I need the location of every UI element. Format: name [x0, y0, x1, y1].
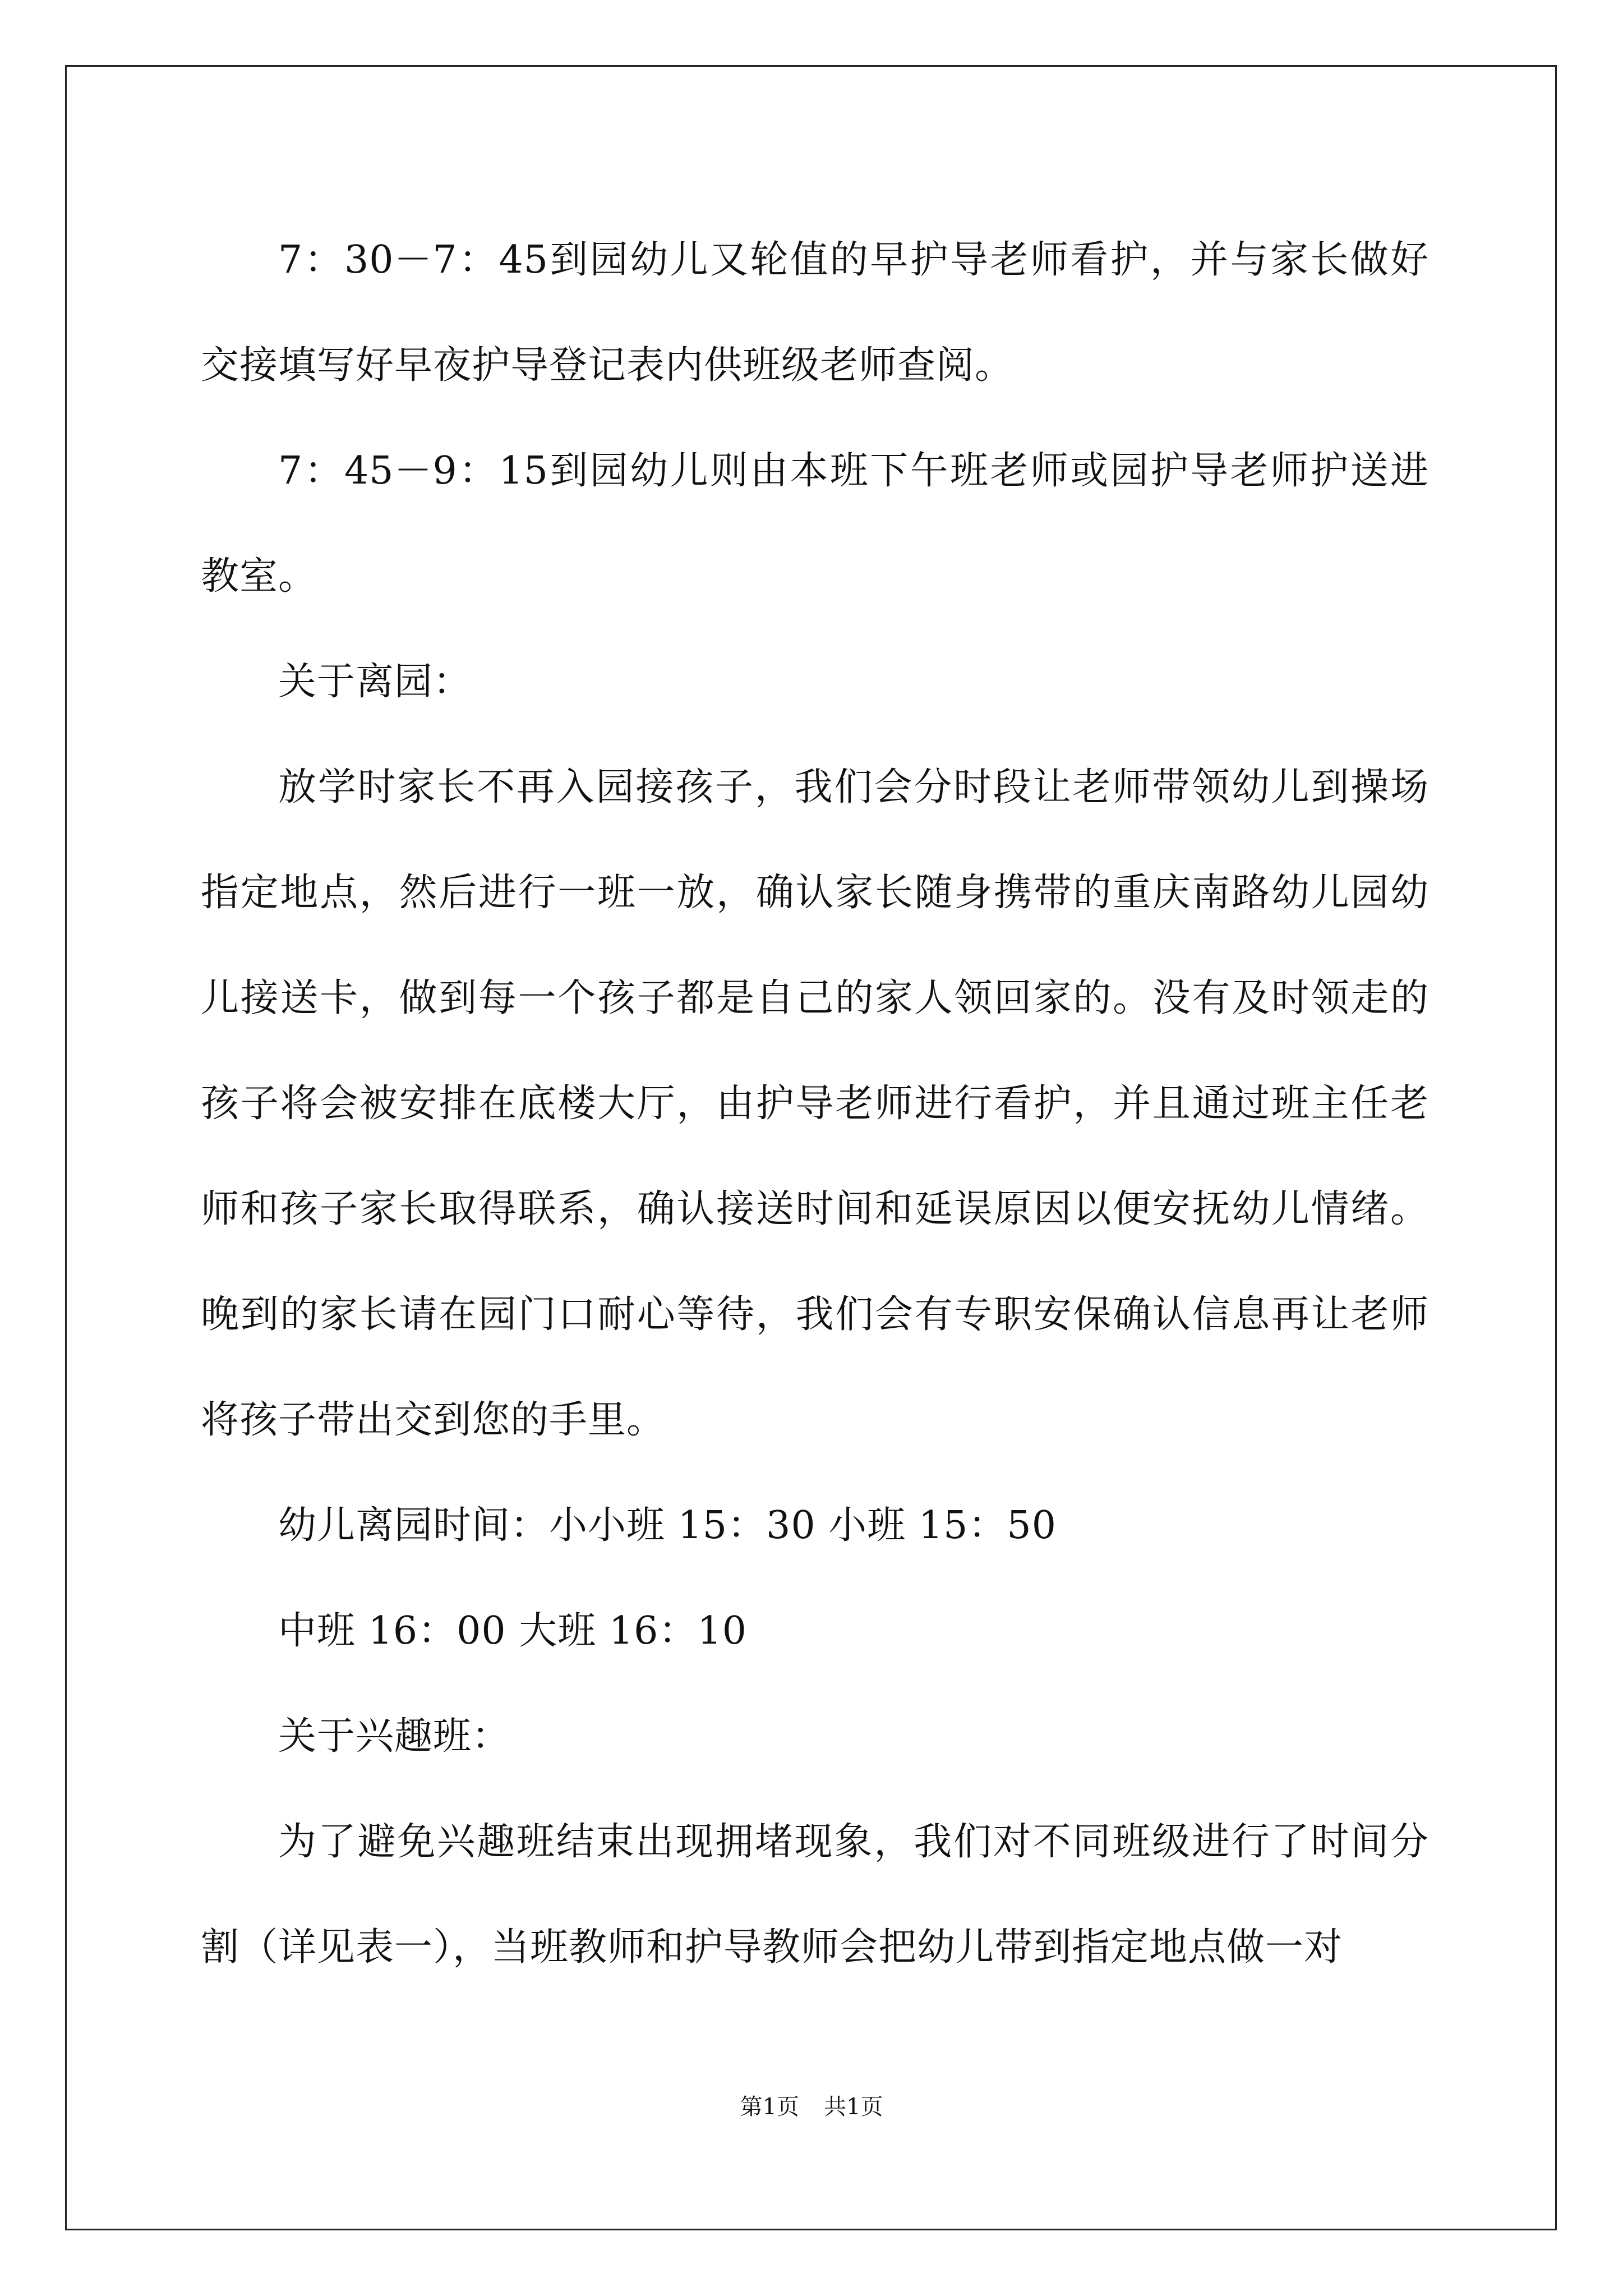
paragraph-departure-details: 放学时家长不再入园接孩子，我们会分时段让老师带领幼儿到操场指定地点，然后进行一班一放，确认家长随身携带的重庆南路幼儿园幼儿接送卡，做到每一个孩子都是自己的家人领回家的。没有及时领走的孩子将会被安排在底楼大厅，由护导老师进行看护，并且通过班主任老师和孩子家长取得联系，确认接送时间和延误原因以便安抚幼儿情绪。晚到的家长请在园门口耐心等待，我们会有专职安保确认信息再让老师将孩子带出交到您的手里。	[201, 765, 1429, 1442]
heading-departure: 关于离园：	[278, 660, 472, 704]
page-number: 第1页	[740, 2094, 799, 2120]
heading-interest-class: 关于兴趣班：	[278, 1714, 511, 1759]
document-body	[201, 208, 1429, 2000]
page-footer	[0, 2091, 1623, 2123]
paragraph-late-arrival: 7：45－9：15到园幼儿则由本班下午班老师或园护导老师护送进教室。	[201, 449, 1429, 599]
paragraph-departure-times-1: 幼儿离园时间：小小班 15：30 小班 15：50	[278, 1503, 1057, 1548]
page-total: 共1页	[824, 2094, 883, 2120]
paragraph-morning-duty: 7：30－7：45到园幼儿又轮值的早护导老师看护，并与家长做好交接填写好早夜护导登记表内供班级老师查阅。	[201, 238, 1429, 388]
paragraph-interest-class: 为了避免兴趣班结束出现拥堵现象，我们对不同班级进行了时间分割（详见表一），当班教师和护导教师会把幼儿带到指定地点做一对	[201, 1820, 1429, 1970]
paragraph-departure-times-2: 中班 16：00 大班 16：10	[278, 1609, 747, 1653]
